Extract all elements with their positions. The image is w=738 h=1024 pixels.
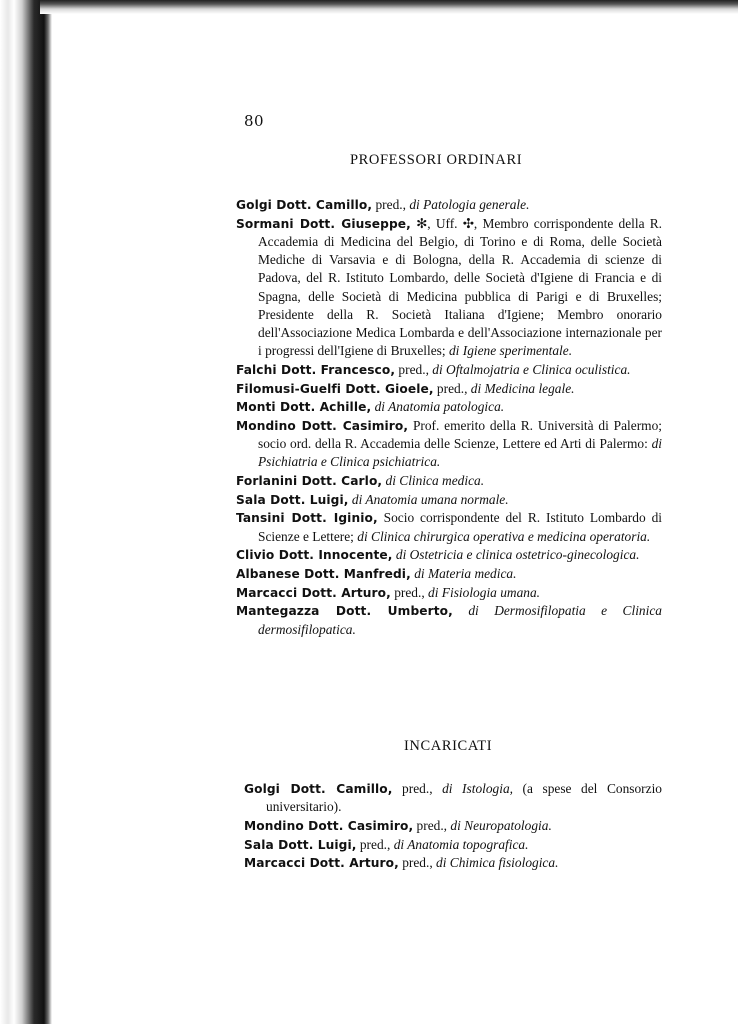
- professor-name: Marcacci Dott. Arturo,: [236, 585, 391, 600]
- professor-name: Sormani Dott. Giuseppe,: [236, 216, 411, 231]
- entry-text: pred.,: [372, 197, 410, 212]
- professor-name: Tansini Dott. Iginio,: [236, 511, 378, 526]
- subject-text: di Istologia,: [442, 781, 514, 796]
- list-item: [236, 380, 662, 398]
- section-heading-incaricati: INCARICATI: [404, 738, 493, 754]
- entry-text: pred.,: [398, 855, 437, 871]
- subject-text: di Dermosifilopatia e Clinica dermosifilopatica.: [258, 603, 662, 637]
- list-item: [244, 836, 662, 854]
- entry-text: ✻, Uff. ✣, Membro corrispondente della R. Accademia di Medicina del Belgio, di Torino e di Roma, delle Società Mediche di Varsavia e di Bologna, della R. Accademia di scienze di Padova, del R. Istituto Lombardo, delle Società d'Igiene di Francia e di Spagna, delle Società di Medicina pubblica di Parigi e di Bruxelles; Presidente della R. Società Italiana d'Igiene; Membro onorario dell'Associazione Medica Lombarda e dell'Associazione internazionale per i progressi dell'Igiene di Bruxelles;: [258, 215, 662, 359]
- entry-text: pred.,: [356, 836, 394, 852]
- subject-text: di Anatomia topografica.: [393, 836, 529, 852]
- professor-name: Filomusi-Guelfi Dott. Gioele,: [236, 381, 434, 396]
- professor-name: Monti Dott. Achille,: [236, 400, 372, 415]
- subject-text: di Psichiatria e Clinica psichiatrica.: [258, 436, 662, 470]
- professor-name: Sala Dott. Luigi,: [236, 492, 349, 507]
- list-item: [236, 398, 662, 416]
- subject-text: di Medicina legale.: [470, 380, 575, 396]
- incaricati-list: [244, 780, 662, 873]
- subject-text: di Fisiologia umana.: [428, 584, 541, 600]
- subject-text: di Ostetricia e clinica ostetrico-ginecologica.: [395, 547, 640, 563]
- section-heading-ordinari: PROFESSORI ORDINARI: [350, 152, 523, 168]
- entry-text: pred.,: [395, 361, 433, 377]
- professor-name: Golgi Dott. Camillo,: [236, 198, 373, 212]
- page-number: 80: [244, 112, 265, 130]
- list-item: [236, 509, 662, 545]
- list-item: [236, 546, 662, 564]
- entry-text: [453, 603, 468, 618]
- entry-note: (a spese del Consorzio universitario).: [266, 781, 662, 815]
- list-item: [236, 491, 662, 509]
- professor-name: Mantegazza Dott. Umberto,: [236, 604, 453, 619]
- entry-text: Prof. emerito della R. Università di Palermo; socio ord. della R. Accademia delle Scienze, Lettere ed Arti di Palermo:: [258, 417, 662, 452]
- list-item: [236, 417, 662, 472]
- professor-name: Mondino Dott. Casimiro,: [244, 818, 414, 833]
- entry-text: pred.,: [392, 781, 443, 796]
- entry-text: Socio corrispondente del R. Istituto Lombardo di Scienze e Lettere;: [258, 510, 662, 544]
- subject-text: di Neuropatologia.: [450, 817, 552, 833]
- subject-text: di Materia medica.: [414, 566, 517, 582]
- list-item: [236, 602, 662, 638]
- professor-name: Forlanini Dott. Carlo,: [236, 474, 383, 489]
- list-item: [236, 584, 662, 602]
- book-spine-shadow: [0, 0, 52, 1024]
- professor-name: Golgi Dott. Camillo,: [244, 782, 393, 796]
- entry-text: pred.,: [433, 380, 471, 396]
- subject-text: di Anatomia umana normale.: [351, 491, 509, 507]
- list-item: [244, 854, 662, 872]
- list-item: [244, 780, 662, 816]
- list-item: [236, 565, 662, 583]
- professor-name: Mondino Dott. Casimiro,: [236, 418, 409, 433]
- professor-name: Falchi Dott. Francesco,: [236, 362, 396, 377]
- list-item: [236, 361, 662, 379]
- subject-text: di Oftalmojatria e Clinica oculistica.: [432, 361, 631, 377]
- entry-text: pred.,: [413, 817, 451, 833]
- subject-text: di Clinica chirurgica operativa e medicina operatoria.: [357, 528, 651, 544]
- entry-text: pred.,: [390, 584, 429, 600]
- list-item: [236, 196, 662, 214]
- professor-name: Sala Dott. Luigi,: [244, 837, 357, 852]
- list-item: [236, 215, 662, 361]
- list-item: [236, 472, 662, 490]
- subject-text: di Clinica medica.: [385, 473, 485, 489]
- page-top-edge: [40, 0, 738, 14]
- professor-name: Marcacci Dott. Arturo,: [244, 856, 399, 871]
- subject-text: di Igiene sperimentale.: [448, 343, 573, 359]
- subject-text: di Patologia generale.: [409, 197, 530, 212]
- professor-name: Clivio Dott. Innocente,: [236, 548, 393, 563]
- ordinari-list: [236, 196, 662, 639]
- list-item: [244, 817, 662, 835]
- subject-text: di Chimica fisiologica.: [436, 855, 559, 871]
- professor-name: Albanese Dott. Manfredi,: [236, 567, 411, 582]
- subject-text: di Anatomia patologica.: [374, 399, 505, 415]
